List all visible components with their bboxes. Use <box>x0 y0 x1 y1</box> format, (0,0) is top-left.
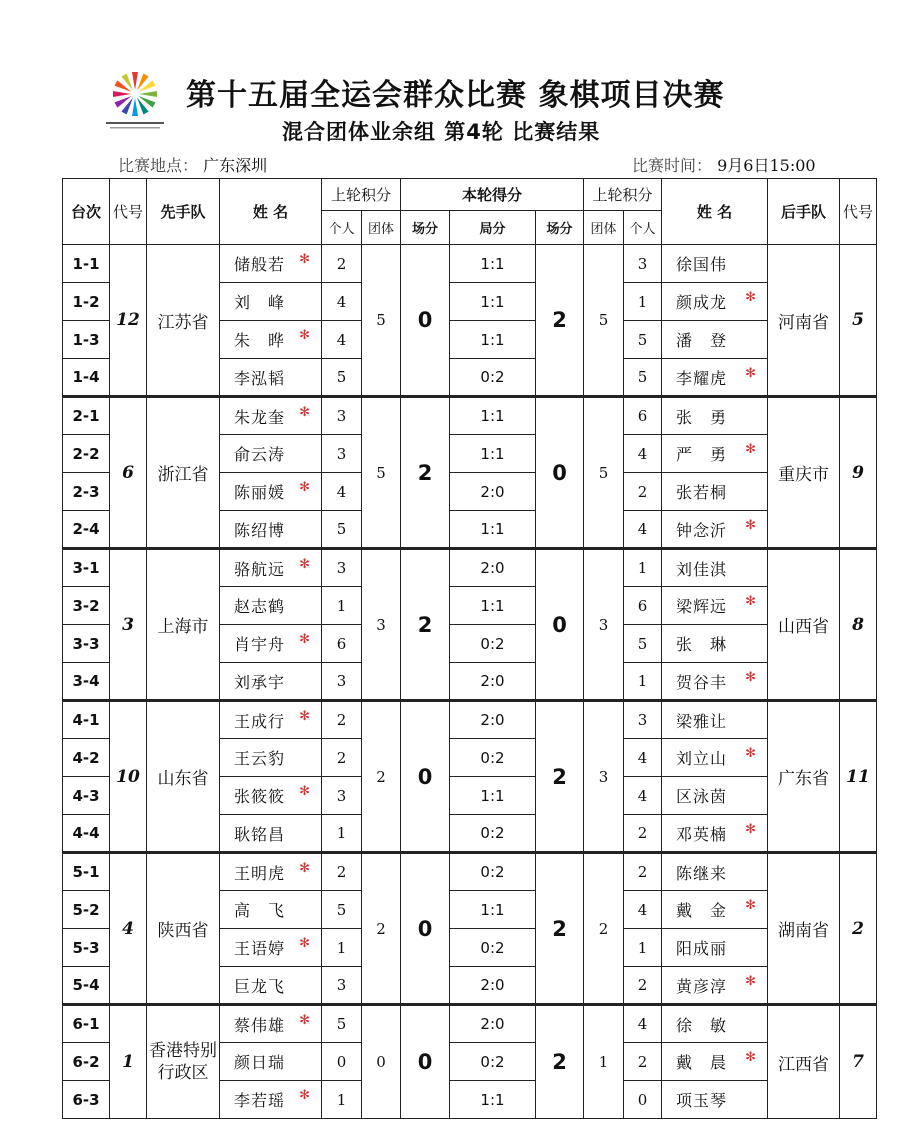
first-player-prev-points: 5 <box>322 1005 362 1043</box>
second-player-prev-points: 4 <box>624 1005 662 1043</box>
player-name-text: 邓英楠 <box>676 824 728 844</box>
player-name-text: 肖宇舟 <box>234 635 286 654</box>
board-number: 2-4 <box>63 511 110 549</box>
player-name-text: 戴 金 <box>676 901 728 920</box>
first-player-name <box>220 245 322 283</box>
board-game-score: 1:1 <box>450 511 536 549</box>
first-player-prev-points: 3 <box>322 397 362 435</box>
first-team-name: 陕西省 <box>147 853 220 1005</box>
second-player-prev-points: 4 <box>624 739 662 777</box>
first-player-name <box>220 853 322 891</box>
board-number: 4-1 <box>63 701 110 739</box>
board-game-score: 0:2 <box>450 929 536 967</box>
table-row <box>63 853 877 891</box>
first-player-prev-points: 3 <box>322 967 362 1005</box>
first-team-code: 4 <box>110 853 147 1005</box>
results-table <box>62 178 877 1119</box>
second-team-match-points: 2 <box>536 1005 584 1119</box>
second-player-prev-points: 2 <box>624 473 662 511</box>
player-name-text: 徐国伟 <box>676 255 728 274</box>
second-player-name <box>662 359 768 397</box>
second-team-name: 广东省 <box>768 701 840 853</box>
first-player-prev-points: 5 <box>322 359 362 397</box>
first-team-match-points: 2 <box>401 549 450 701</box>
col-prev-points-a: 上轮积分 <box>322 179 401 211</box>
second-player-prev-points: 4 <box>624 511 662 549</box>
board-number: 5-3 <box>63 929 110 967</box>
first-team-name: 山东省 <box>147 701 220 853</box>
player-name-text: 潘 登 <box>676 331 728 350</box>
star-marker-icon: ✻ <box>299 1088 311 1103</box>
board-number: 3-4 <box>63 663 110 701</box>
player-name-text: 区泳茵 <box>676 787 728 806</box>
board-game-score: 1:1 <box>450 245 536 283</box>
col-table-no: 台次 <box>63 179 110 245</box>
col-code-a: 代号 <box>110 179 147 245</box>
col-individual-b: 个人 <box>624 211 662 245</box>
player-name-text: 骆航远 <box>234 559 286 579</box>
first-player-prev-points: 4 <box>322 321 362 359</box>
player-name-text: 陈丽媛 <box>234 483 286 502</box>
first-team-code: 6 <box>110 397 147 549</box>
first-player-prev-points: 2 <box>322 245 362 283</box>
player-name-text: 颜日瑞 <box>234 1053 286 1072</box>
first-player-prev-points: 3 <box>322 777 362 815</box>
second-player-prev-points: 2 <box>624 967 662 1005</box>
player-name-text: 严 勇 <box>676 445 728 464</box>
player-name-text: 朱龙奎 <box>234 407 286 427</box>
first-player-name <box>220 435 322 473</box>
player-name-text: 蔡伟雄 <box>234 1015 286 1035</box>
board-number: 6-3 <box>63 1081 110 1119</box>
first-player-prev-points: 3 <box>322 549 362 587</box>
star-marker-icon: ✻ <box>745 517 757 533</box>
first-player-name <box>220 511 322 549</box>
venue-value: 广东深圳 <box>203 156 268 175</box>
second-player-name <box>662 929 768 967</box>
second-player-name <box>662 777 768 815</box>
first-player-prev-points: 1 <box>322 587 362 625</box>
board-game-score: 1:1 <box>450 435 536 473</box>
board-number: 2-1 <box>63 397 110 435</box>
star-marker-icon: ✻ <box>745 973 757 989</box>
board-number: 3-2 <box>63 587 110 625</box>
venue-label: 比赛地点： <box>118 156 199 175</box>
second-player-prev-points: 1 <box>624 663 662 701</box>
first-team-prev-points: 0 <box>362 1005 401 1119</box>
player-name-text: 张 勇 <box>676 407 728 427</box>
first-player-name <box>220 625 322 663</box>
first-player-name <box>220 777 322 815</box>
table-row <box>63 1005 877 1043</box>
star-marker-icon: ✻ <box>299 708 311 724</box>
second-team-match-points: 0 <box>536 397 584 549</box>
board-number: 4-2 <box>63 739 110 777</box>
second-player-name <box>662 853 768 891</box>
first-team-name: 江苏省 <box>147 245 220 397</box>
second-player-name <box>662 321 768 359</box>
second-player-prev-points: 6 <box>624 587 662 625</box>
player-name-text: 陈继来 <box>676 863 728 883</box>
first-team-code: 1 <box>110 1005 147 1119</box>
star-marker-icon: ✻ <box>299 784 311 799</box>
board-game-score: 1:1 <box>450 777 536 815</box>
first-team-prev-points: 2 <box>362 853 401 1005</box>
second-player-name <box>662 435 768 473</box>
second-player-name <box>662 549 768 587</box>
first-team-match-points: 2 <box>401 397 450 549</box>
col-code-b: 代号 <box>840 179 877 245</box>
second-player-name <box>662 701 768 739</box>
second-team-code: 5 <box>840 245 877 397</box>
player-name-text: 梁辉远 <box>676 597 728 616</box>
second-team-name: 湖南省 <box>768 853 840 1005</box>
star-marker-icon: ✻ <box>299 632 311 647</box>
second-player-prev-points: 3 <box>624 701 662 739</box>
star-marker-icon: ✻ <box>745 365 757 381</box>
second-team-name: 山西省 <box>768 549 840 701</box>
col-name-a: 姓 名 <box>220 179 322 245</box>
player-name-text: 刘佳淇 <box>676 559 728 579</box>
second-team-prev-points: 3 <box>584 701 624 853</box>
board-number: 1-4 <box>63 359 110 397</box>
player-name-text: 刘立山 <box>676 749 728 768</box>
star-marker-icon: ✻ <box>299 252 311 267</box>
first-player-prev-points: 0 <box>322 1043 362 1081</box>
board-number: 2-3 <box>63 473 110 511</box>
player-name-text: 钟念沂 <box>676 520 728 540</box>
board-number: 4-3 <box>63 777 110 815</box>
board-number: 5-1 <box>63 853 110 891</box>
board-number: 1-3 <box>63 321 110 359</box>
board-game-score: 1:1 <box>450 587 536 625</box>
board-number: 5-2 <box>63 891 110 929</box>
board-game-score: 0:2 <box>450 625 536 663</box>
col-team-b: 团体 <box>584 211 624 245</box>
first-player-name <box>220 473 322 511</box>
board-game-score: 1:1 <box>450 1081 536 1119</box>
first-team-match-points: 0 <box>401 1005 450 1119</box>
player-name-text: 耿铭昌 <box>234 824 286 844</box>
second-team-name: 江西省 <box>768 1005 840 1119</box>
board-game-score: 0:2 <box>450 815 536 853</box>
second-player-name <box>662 245 768 283</box>
second-player-name <box>662 1043 768 1081</box>
second-player-name <box>662 663 768 701</box>
second-player-prev-points: 3 <box>624 245 662 283</box>
board-game-score: 0:2 <box>450 739 536 777</box>
player-name-text: 梁雅让 <box>676 711 728 731</box>
star-marker-icon: ✻ <box>745 898 757 913</box>
second-player-name <box>662 625 768 663</box>
board-game-score: 1:1 <box>450 891 536 929</box>
first-player-name <box>220 1005 322 1043</box>
board-number: 3-3 <box>63 625 110 663</box>
first-player-prev-points: 3 <box>322 663 362 701</box>
first-player-prev-points: 2 <box>322 853 362 891</box>
first-player-prev-points: 2 <box>322 701 362 739</box>
board-game-score: 2:0 <box>450 701 536 739</box>
first-team-name: 浙江省 <box>147 397 220 549</box>
board-number: 1-2 <box>63 283 110 321</box>
second-player-prev-points: 2 <box>624 1043 662 1081</box>
star-marker-icon: ✻ <box>745 594 757 609</box>
board-number: 2-2 <box>63 435 110 473</box>
first-player-prev-points: 3 <box>322 435 362 473</box>
second-player-prev-points: 0 <box>624 1081 662 1119</box>
first-player-name <box>220 663 322 701</box>
first-team-code: 3 <box>110 549 147 701</box>
second-player-name <box>662 587 768 625</box>
table-row <box>63 549 877 587</box>
player-name-text: 张 琳 <box>676 635 728 654</box>
first-team-code: 10 <box>110 701 147 853</box>
first-player-name <box>220 359 322 397</box>
col-second-team: 后手队 <box>768 179 840 245</box>
table-row <box>63 245 877 283</box>
second-player-prev-points: 4 <box>624 777 662 815</box>
second-player-prev-points: 2 <box>624 815 662 853</box>
star-marker-icon: ✻ <box>745 442 757 457</box>
star-marker-icon: ✻ <box>299 936 311 951</box>
star-marker-icon: ✻ <box>299 1012 311 1028</box>
player-name-text: 刘承宇 <box>234 672 286 692</box>
player-name-text: 贺谷丰 <box>676 672 728 692</box>
second-team-name: 河南省 <box>768 245 840 397</box>
board-game-score: 2:0 <box>450 663 536 701</box>
first-player-prev-points: 4 <box>322 283 362 321</box>
second-player-name <box>662 397 768 435</box>
player-name-text: 赵志鹤 <box>234 597 286 616</box>
second-player-prev-points: 4 <box>624 891 662 929</box>
second-player-name <box>662 1005 768 1043</box>
player-name-text: 朱 晔 <box>234 331 286 350</box>
second-player-prev-points: 2 <box>624 853 662 891</box>
board-game-score: 1:1 <box>450 397 536 435</box>
second-player-prev-points: 1 <box>624 929 662 967</box>
star-marker-icon: ✻ <box>745 821 757 837</box>
col-match-points-a: 场分 <box>401 211 450 245</box>
second-team-prev-points: 1 <box>584 1005 624 1119</box>
second-player-name <box>662 739 768 777</box>
first-player-name <box>220 397 322 435</box>
player-name-text: 刘 峰 <box>234 293 286 312</box>
col-name-b: 姓 名 <box>662 179 768 245</box>
first-player-name <box>220 701 322 739</box>
star-marker-icon: ✻ <box>299 556 311 572</box>
col-individual-a: 个人 <box>322 211 362 245</box>
second-player-name <box>662 473 768 511</box>
first-player-name <box>220 1081 322 1119</box>
board-number: 4-4 <box>63 815 110 853</box>
player-name-text: 黄彦淳 <box>676 976 728 996</box>
first-team-code: 12 <box>110 245 147 397</box>
second-player-name <box>662 815 768 853</box>
player-name-text: 高 飞 <box>234 901 286 920</box>
second-player-name <box>662 1081 768 1119</box>
second-player-name <box>662 891 768 929</box>
board-game-score: 2:0 <box>450 473 536 511</box>
second-team-prev-points: 5 <box>584 397 624 549</box>
player-name-text: 戴 晨 <box>676 1053 728 1072</box>
second-player-prev-points: 1 <box>624 549 662 587</box>
player-name-text: 王云豹 <box>234 749 286 768</box>
first-player-name <box>220 739 322 777</box>
time-info <box>632 153 816 176</box>
first-player-name <box>220 815 322 853</box>
star-marker-icon: ✻ <box>745 290 757 305</box>
second-team-code: 7 <box>840 1005 877 1119</box>
first-player-name <box>220 321 322 359</box>
first-player-name <box>220 283 322 321</box>
player-name-text: 王成行 <box>234 711 286 731</box>
second-player-prev-points: 1 <box>624 283 662 321</box>
first-player-prev-points: 5 <box>322 511 362 549</box>
second-team-match-points: 2 <box>536 853 584 1005</box>
star-marker-icon: ✻ <box>745 1050 757 1065</box>
table-row <box>63 701 877 739</box>
second-player-name <box>662 283 768 321</box>
board-game-score: 2:0 <box>450 967 536 1005</box>
board-game-score: 1:1 <box>450 321 536 359</box>
first-team-match-points: 0 <box>401 853 450 1005</box>
page-subtitle: 混合团体业余组 第4轮 比赛结果 <box>282 120 601 144</box>
player-name-text: 李泓韬 <box>234 368 286 388</box>
col-game-points: 局分 <box>450 211 536 245</box>
star-marker-icon: ✻ <box>299 328 311 343</box>
player-name-text: 阳成丽 <box>676 939 728 958</box>
board-number: 5-4 <box>63 967 110 1005</box>
first-team-prev-points: 2 <box>362 701 401 853</box>
player-name-text: 徐 敏 <box>676 1015 728 1035</box>
first-player-prev-points: 1 <box>322 1081 362 1119</box>
first-player-name <box>220 929 322 967</box>
first-player-prev-points: 1 <box>322 929 362 967</box>
board-game-score: 0:2 <box>450 359 536 397</box>
player-name-text: 项玉琴 <box>676 1091 728 1110</box>
player-name-text: 王语婷 <box>234 939 286 958</box>
star-marker-icon: ✻ <box>745 746 757 761</box>
col-prev-points-b: 上轮积分 <box>584 179 662 211</box>
first-player-prev-points: 5 <box>322 891 362 929</box>
second-player-prev-points: 6 <box>624 397 662 435</box>
board-number: 1-1 <box>63 245 110 283</box>
first-team-match-points: 0 <box>401 245 450 397</box>
time-value: 9月6日15:00 <box>717 156 816 175</box>
time-label: 比赛时间： <box>632 156 713 175</box>
second-player-name <box>662 967 768 1005</box>
first-player-prev-points: 2 <box>322 739 362 777</box>
player-name-text: 李若瑶 <box>234 1091 286 1110</box>
second-team-code: 8 <box>840 549 877 701</box>
player-name-text: 俞云涛 <box>234 445 286 464</box>
second-team-name: 重庆市 <box>768 397 840 549</box>
second-team-prev-points: 2 <box>584 853 624 1005</box>
second-team-code: 9 <box>840 397 877 549</box>
board-game-score: 2:0 <box>450 1005 536 1043</box>
first-player-prev-points: 1 <box>322 815 362 853</box>
second-player-prev-points: 5 <box>624 321 662 359</box>
player-name-text: 陈绍博 <box>234 520 286 540</box>
player-name-text: 李耀虎 <box>676 368 728 388</box>
player-name-text: 张筱筱 <box>234 787 286 806</box>
first-player-prev-points: 4 <box>322 473 362 511</box>
star-marker-icon: ✻ <box>299 404 311 420</box>
star-marker-icon: ✻ <box>745 669 757 685</box>
player-name-text: 颜成龙 <box>676 293 728 312</box>
board-number: 6-2 <box>63 1043 110 1081</box>
player-name-text: 储般若 <box>234 255 286 274</box>
second-team-prev-points: 5 <box>584 245 624 397</box>
table-row <box>63 397 877 435</box>
first-team-name: 上海市 <box>147 549 220 701</box>
first-player-name <box>220 891 322 929</box>
first-team-prev-points: 3 <box>362 549 401 701</box>
first-player-prev-points: 6 <box>322 625 362 663</box>
col-team-a: 团体 <box>362 211 401 245</box>
second-team-prev-points: 3 <box>584 549 624 701</box>
second-player-name <box>662 511 768 549</box>
first-team-prev-points: 5 <box>362 245 401 397</box>
first-player-name <box>220 1043 322 1081</box>
board-game-score: 1:1 <box>450 283 536 321</box>
board-number: 3-1 <box>63 549 110 587</box>
board-game-score: 2:0 <box>450 549 536 587</box>
second-team-code: 2 <box>840 853 877 1005</box>
second-team-match-points: 0 <box>536 549 584 701</box>
board-game-score: 0:2 <box>450 1043 536 1081</box>
star-marker-icon: ✻ <box>299 480 311 495</box>
first-player-name <box>220 549 322 587</box>
col-round-points: 本轮得分 <box>401 179 584 211</box>
first-team-name: 香港特别行政区 <box>147 1005 220 1119</box>
second-team-code: 11 <box>840 701 877 853</box>
player-name-text: 巨龙飞 <box>234 976 286 996</box>
second-team-match-points: 2 <box>536 245 584 397</box>
first-team-match-points: 0 <box>401 701 450 853</box>
player-name-text: 王明虎 <box>234 863 286 883</box>
first-player-name <box>220 967 322 1005</box>
first-team-prev-points: 5 <box>362 397 401 549</box>
second-player-prev-points: 4 <box>624 435 662 473</box>
board-game-score: 0:2 <box>450 853 536 891</box>
second-team-match-points: 2 <box>536 701 584 853</box>
second-player-prev-points: 5 <box>624 359 662 397</box>
player-name-text: 张若桐 <box>676 483 728 502</box>
board-number: 6-1 <box>63 1005 110 1043</box>
star-marker-icon: ✻ <box>299 860 311 876</box>
games-logo <box>104 64 166 134</box>
col-first-team: 先手队 <box>147 179 220 245</box>
venue-info <box>118 153 267 176</box>
col-match-points-b: 场分 <box>536 211 584 245</box>
second-player-prev-points: 5 <box>624 625 662 663</box>
page-title: 第十五届全运会群众比赛 象棋项目决赛 <box>186 78 725 113</box>
first-player-name <box>220 587 322 625</box>
